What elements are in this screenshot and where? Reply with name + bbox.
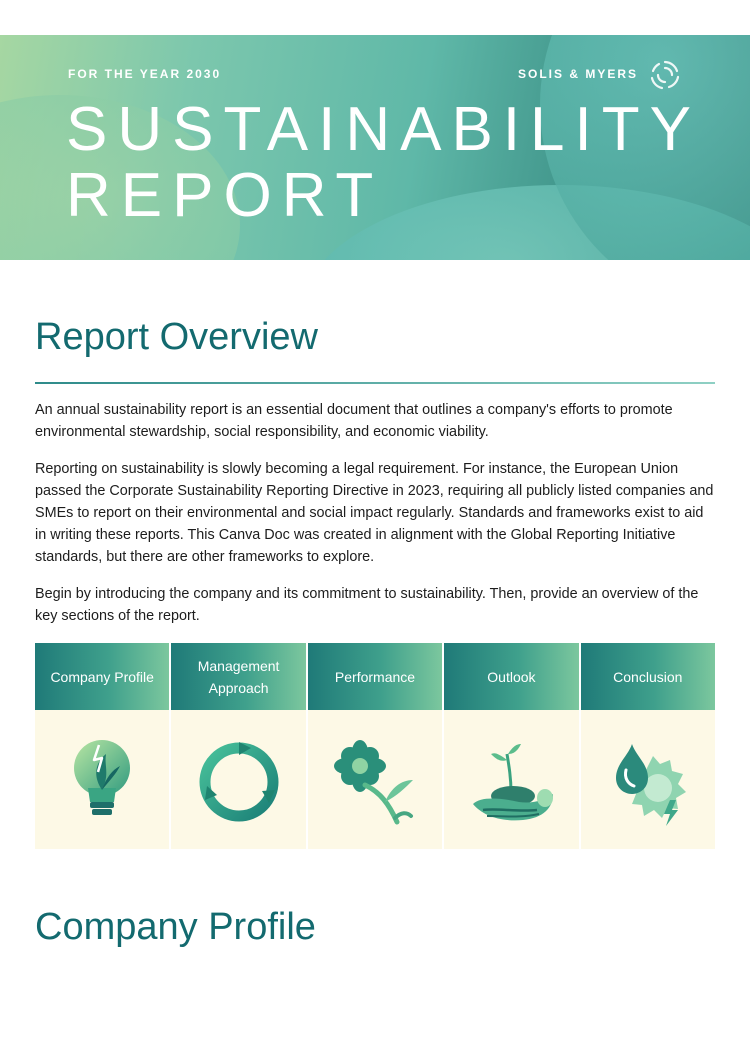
section-header: Performance [308,643,442,710]
section-header: Management Approach [171,643,305,710]
section-outlook [444,643,578,849]
section-company-profile [35,643,169,849]
seedling-hands-icon [461,730,561,830]
report-year: FOR THE YEAR 2030 [68,67,222,81]
report-overview-heading: Report Overview [35,316,318,358]
report-sections-table [35,643,715,849]
company-logo-icon [649,59,681,91]
recycle-arrows-icon [189,730,289,830]
title-line-1: SUSTAINABILITY [66,95,701,164]
header-banner [0,35,750,260]
title-line-2: REPORT [66,161,384,230]
lightbulb-icon [52,730,152,830]
section-management-approach [171,643,305,849]
overview-paragraph-1: An annual sustainability report is an essential document that outlines a company's efforts to promote environmental stewardship, social responsibility, and economic viability. [35,402,673,440]
overview-paragraph-2: Reporting on sustainability is slowly becoming a legal requirement. For instance, the European Union passed the Corporate Sustainability Reporting Directive in 2023, requiring all publicly listed companies and SMEs to report on their environmental and social impact regularly. Standards and frameworks exist to aid in writing these reports. This Canva Doc was created in alignment with the Global Reporting Initiative standards, but there are other frameworks to explore. [35,461,714,565]
company-profile-heading: Company Profile [35,906,316,948]
section-illustration [581,710,715,849]
flower-icon [325,730,425,830]
water-sun-energy-icon [598,730,698,830]
section-performance [308,643,442,849]
section-header: Outlook [444,643,578,710]
section-conclusion [581,643,715,849]
section-illustration [444,710,578,849]
section-header: Company Profile [35,643,169,710]
report-title [66,97,701,229]
section-illustration [35,710,169,849]
section-illustration [171,710,305,849]
section-illustration [308,710,442,849]
section-header: Conclusion [581,643,715,710]
overview-paragraph-3: Begin by introducing the company and its commitment to sustainability. Then, provide an overview of the key sections of the report. [35,586,699,624]
company-name: SOLIS & MYERS [517,67,638,81]
divider [35,382,715,384]
